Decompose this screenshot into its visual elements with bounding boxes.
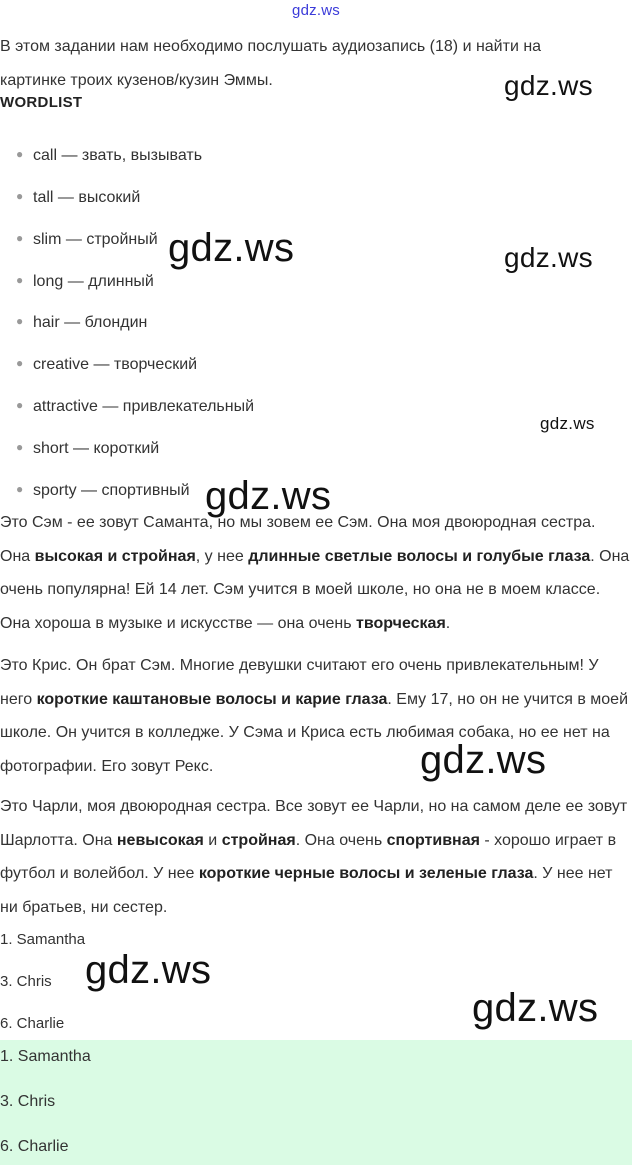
list-item: ● hair — блондин <box>16 314 148 331</box>
watermark: gdz.ws <box>540 414 595 433</box>
highlighted-answer-item: 6. Charlie <box>0 1138 69 1155</box>
watermark: gdz.ws <box>205 474 332 518</box>
wordlist-title: WORDLIST <box>0 94 83 111</box>
answer-item: 6. Charlie <box>0 1015 65 1032</box>
bullet-icon: ● <box>16 314 24 328</box>
watermark: gdz.ws <box>85 948 212 992</box>
bullet-icon: ● <box>16 273 24 287</box>
answer-item: 1. Samantha <box>0 931 86 948</box>
watermark: gdz.ws <box>504 242 593 273</box>
list-item: ● attractive — привлекательный <box>16 398 255 415</box>
bullet-icon: ● <box>16 356 24 370</box>
list-item: ● long — длинный <box>16 273 154 290</box>
list-item: ● creative — творческий <box>16 356 198 373</box>
list-item: ● tall — высокий <box>16 189 141 206</box>
site-link[interactable]: gdz.ws <box>292 2 340 19</box>
intro-line-1: В этом задании нам необходимо послушать аудиозапись (18) и найти на <box>0 38 542 55</box>
highlighted-answer-item: 3. Chris <box>0 1093 56 1110</box>
watermark: gdz.ws <box>472 986 599 1030</box>
list-item: ● sporty — спортивный <box>16 482 190 499</box>
bullet-icon: ● <box>16 231 24 245</box>
watermark: gdz.ws <box>504 70 593 101</box>
bullet-icon: ● <box>16 147 24 161</box>
watermark: gdz.ws <box>420 738 547 782</box>
answer-item: 3. Chris <box>0 973 52 990</box>
bullet-icon: ● <box>16 482 24 496</box>
bullet-icon: ● <box>16 440 24 454</box>
paragraph-charlie: Это Чарли, моя двоюродная сестра. Все зовут ее Чарли, но на самом деле ее зовут Шарлотта. Она невысокая и стройная. Она очень спортивная - хорошо играет в футбол и волейбол. У нее короткие черные волосы и зеленые глаза. У нее нет ни братьев, ни сестер. <box>0 798 628 916</box>
paragraph-sam: Это Сэм - ее зовут Саманта, но мы зовем ее Сэм. Она моя двоюродная сестра. Она высокая и стройная, у нее длинные светлые волосы и голубые глаза. Она очень популярна! Ей 14 лет. Сэм учится в моей школе, но она не в моем классе. Она хороша в музыке и искусстве — она очень творческая. <box>0 514 630 632</box>
bullet-icon: ● <box>16 189 24 203</box>
intro-line-2: картинке троих кузенов/кузин Эммы. <box>0 72 273 89</box>
watermark: gdz.ws <box>168 226 295 270</box>
list-item: ● call — звать, вызывать <box>16 147 203 164</box>
paragraph-chris: Это Крис. Он брат Сэм. Многие девушки считают его очень привлекательным! У него короткие каштановые волосы и карие глаза. Ему 17, но он не учится в моей школе. Он учится в колледже. У Сэма и Криса есть любимая собака, но ее нет на фотографии. Его зовут Рекс. <box>0 657 629 775</box>
bullet-icon: ● <box>16 398 24 412</box>
highlighted-answer-item: 1. Samantha <box>0 1048 91 1065</box>
answer-highlight-box <box>0 1040 632 1165</box>
list-item: ● slim — стройный <box>16 231 158 248</box>
list-item: ● short — короткий <box>16 440 160 457</box>
